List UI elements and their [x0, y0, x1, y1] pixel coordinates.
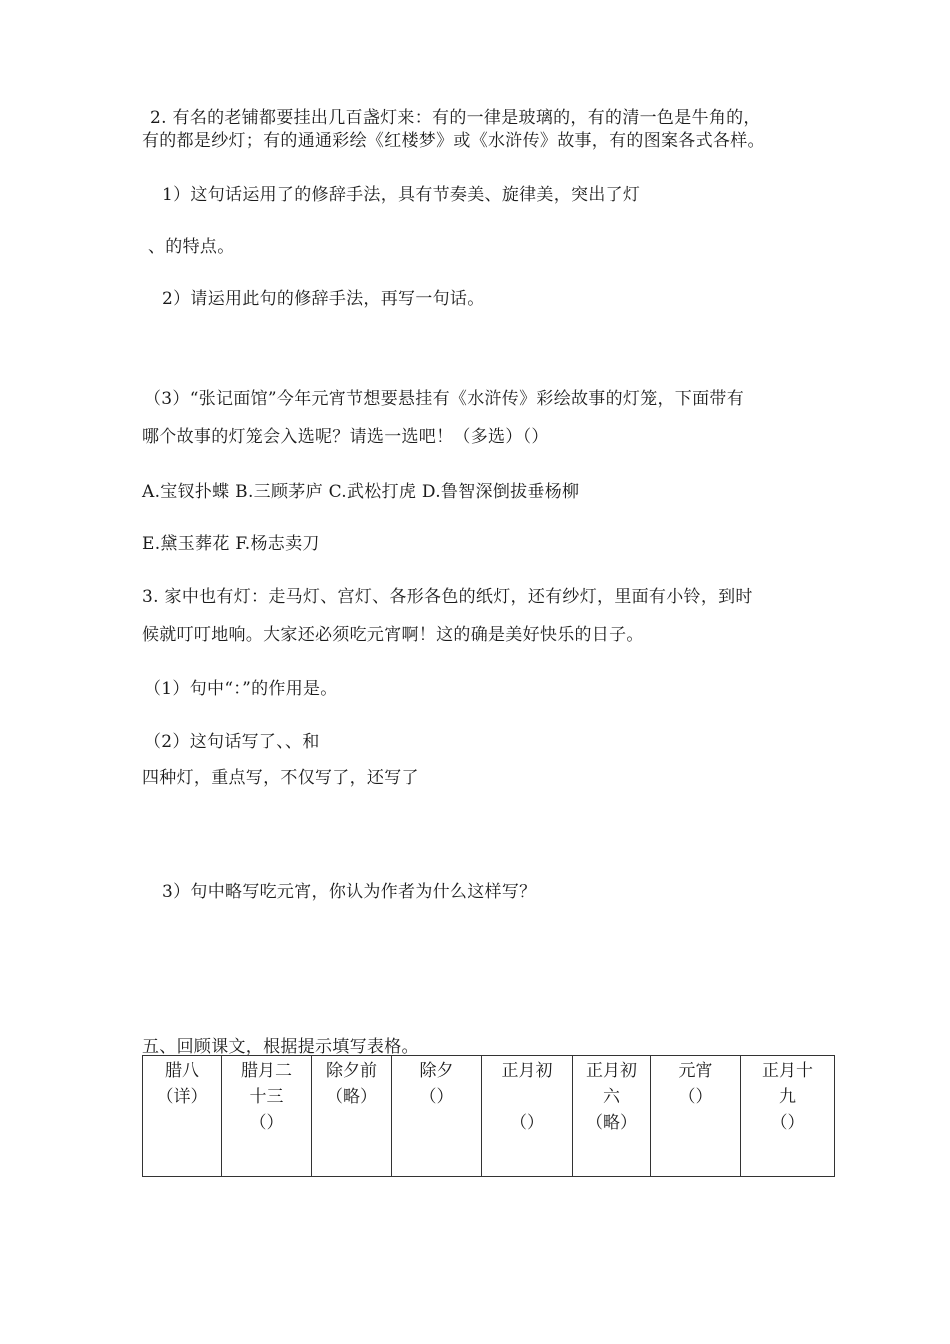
q3-text-line2: 候就叮叮地响。大家还必须吃元宵啊！这的确是美好快乐的日子。	[142, 625, 644, 645]
table-cell-chuxi[interactable]: 除夕 （）	[392, 1056, 482, 1177]
q3-sub2-line1: （2）这句话写了、、和	[144, 732, 320, 752]
q2-text-line2: 有的都是纱灯；有的通通彩绘《红楼梦》或《水浒传》故事，有的图案各式各样。	[142, 131, 765, 151]
table-cell-layue-ershisan[interactable]: 腊月二 十三 （）	[222, 1056, 312, 1177]
table-cell-zhengyue-chuliu[interactable]: 正月初 六 （略）	[573, 1056, 651, 1177]
q2-sub3-line2: 哪个故事的灯笼会入选呢？请选一选吧！（多选）（）	[142, 427, 549, 447]
table-cell-yuanxiao[interactable]: 元宵 （）	[651, 1056, 741, 1177]
q2-sub2: 2）请运用此句的修辞手法，再写一句话。	[162, 289, 485, 309]
q2-sub1-line2: 、的特点。	[148, 237, 235, 257]
table-cell-zhengyue-shijiu[interactable]: 正月十 九 （）	[741, 1056, 835, 1177]
q2-text-line1: 2. 有名的老铺都要挂出几百盏灯来：有的一律是玻璃的，有的清一色是牛角的，	[150, 108, 761, 128]
q3-text-line1: 3. 家中也有灯：走马灯、宫灯、各形各色的纸灯，还有纱灯，里面有小铃，到时	[142, 587, 753, 607]
q2-sub3-line1: （3）“张记面馆”今年元宵节想要悬挂有《水浒传》彩绘故事的灯笼，下面带有	[144, 389, 744, 409]
table-cell-zhengyue-chu[interactable]: 正月初 （）	[482, 1056, 573, 1177]
q2-options-line2: E.黛玉葬花 F.杨志卖刀	[142, 534, 320, 554]
table-row	[143, 1056, 835, 1177]
q3-sub1: （1）句中“：”的作用是。	[144, 679, 338, 699]
table-cell-laba[interactable]: 腊八 （详）	[143, 1056, 222, 1177]
q3-sub3: 3）句中略写吃元宵，你认为作者为什么这样写？	[162, 882, 537, 902]
q3-sub2-line2: 四种灯，重点写，不仅写了，还写了	[142, 768, 419, 788]
review-table	[142, 1055, 835, 1177]
q2-options-line1: A.宝钗扑蝶 B.三顾茅庐 C.武松打虎 D.鲁智深倒拔垂杨柳	[142, 482, 580, 502]
q2-sub1-line1: 1）这句话运用了的修辞手法，具有节奏美、旋律美，突出了灯	[162, 185, 641, 205]
table-cell-chuxi-qian[interactable]: 除夕前 （略）	[312, 1056, 392, 1177]
section5-title: 五、回顾课文，根据提示填写表格。	[142, 1037, 419, 1057]
